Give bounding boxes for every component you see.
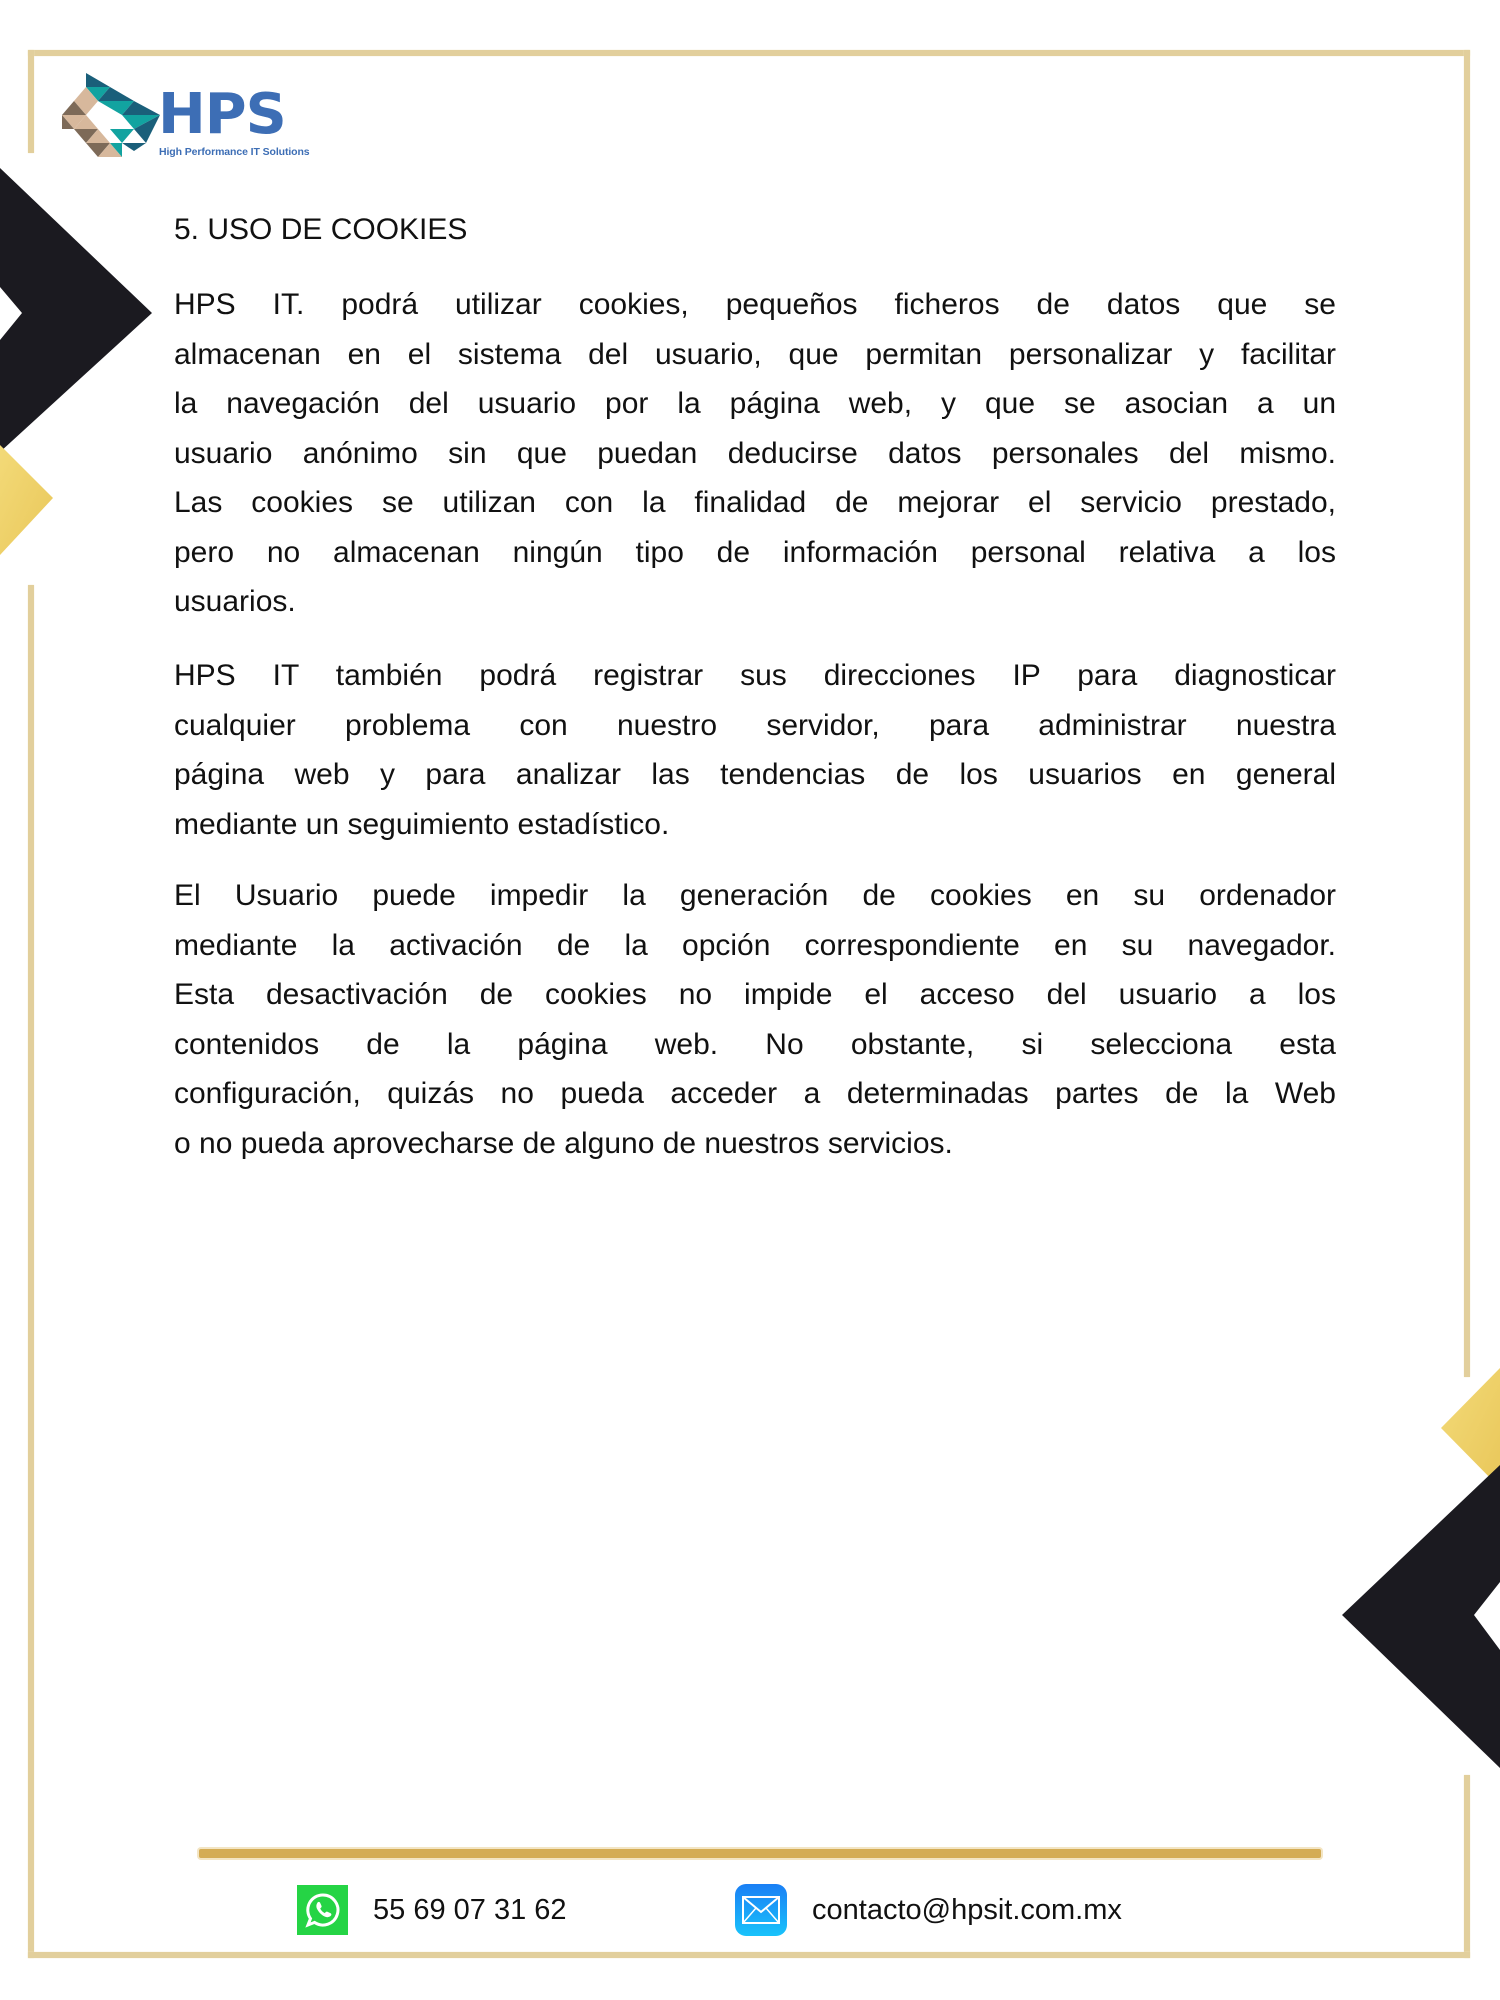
text-line: mediante la activación de la opción correspondiente en su navegador. [174, 928, 1336, 962]
text-line: HPS IT. podrá utilizar cookies, pequeños ficheros de datos que se [174, 288, 1336, 321]
contact-email[interactable] [735, 1883, 1122, 1937]
text-line: cualquier problema con nuestro servidor, para administrar nuestra [174, 708, 1336, 742]
footer-divider [199, 1849, 1321, 1858]
frame-left-upper [28, 50, 34, 153]
logo-mosaic-icon [62, 73, 160, 159]
right-black-chevron [1342, 1465, 1500, 1768]
text-line: Esta desactivación de cookies no impide el acceso del usuario a los [174, 978, 1336, 1011]
logo-wordmark: HPS [158, 82, 286, 147]
text-line: usuarios. [174, 585, 296, 618]
whatsapp-icon [297, 1885, 348, 1935]
text-line: configuración, quizás no pueda acceder a determinadas partes de la Web [174, 1077, 1336, 1110]
left-black-chevron [0, 168, 152, 452]
frame-top [28, 50, 1470, 56]
logo-tagline: High Performance IT Solutions [159, 146, 310, 158]
text-line: o no pueda aprovecharse de alguno de nuestros servicios. [174, 1126, 953, 1160]
left-yellow-diamond [0, 445, 53, 555]
section-heading: 5. USO DE COOKIES [174, 213, 468, 246]
text-line: Las cookies se utilizan con la finalidad de mejorar el servicio prestado, [174, 486, 1336, 519]
frame-right-upper [1464, 50, 1470, 1377]
text-line: la navegación del usuario por la página web, y que se asocian a un [174, 387, 1336, 420]
text-line: usuario anónimo sin que puedan deducirse datos personales del mismo. [174, 436, 1336, 470]
company-logo [62, 73, 322, 161]
phone-number[interactable]: 55 69 07 31 62 [373, 1893, 567, 1926]
text-line: página web y para analizar las tendencias de los usuarios en general [174, 758, 1336, 791]
frame-right-lower [1464, 1775, 1470, 1958]
frame-bottom [28, 1952, 1470, 1958]
text-line: pero no almacenan ningún tipo de información personal relativa a los [174, 535, 1336, 569]
text-line: almacenan en el sistema del usuario, que permitan personalizar y facilitar [174, 337, 1336, 371]
paragraph-ip-logging [174, 651, 1336, 849]
paragraph-disable-cookies [174, 871, 1336, 1168]
text-line: contenidos de la página web. No obstante, si selecciona esta [174, 1027, 1336, 1061]
right-yellow-diamond [1441, 1368, 1500, 1488]
paragraph-cookies-usage [174, 280, 1336, 627]
text-line: HPS IT también podrá registrar sus direcciones IP para diagnosticar [174, 659, 1336, 692]
text-line: El Usuario puede impedir la generación de cookies en su ordenador [174, 879, 1336, 912]
text-line: mediante un seguimiento estadístico. [174, 807, 670, 841]
email-address[interactable]: contacto@hpsit.com.mx [812, 1893, 1122, 1926]
frame-left-lower [28, 585, 34, 1958]
contact-phone[interactable] [297, 1883, 567, 1937]
mail-icon [735, 1884, 787, 1936]
